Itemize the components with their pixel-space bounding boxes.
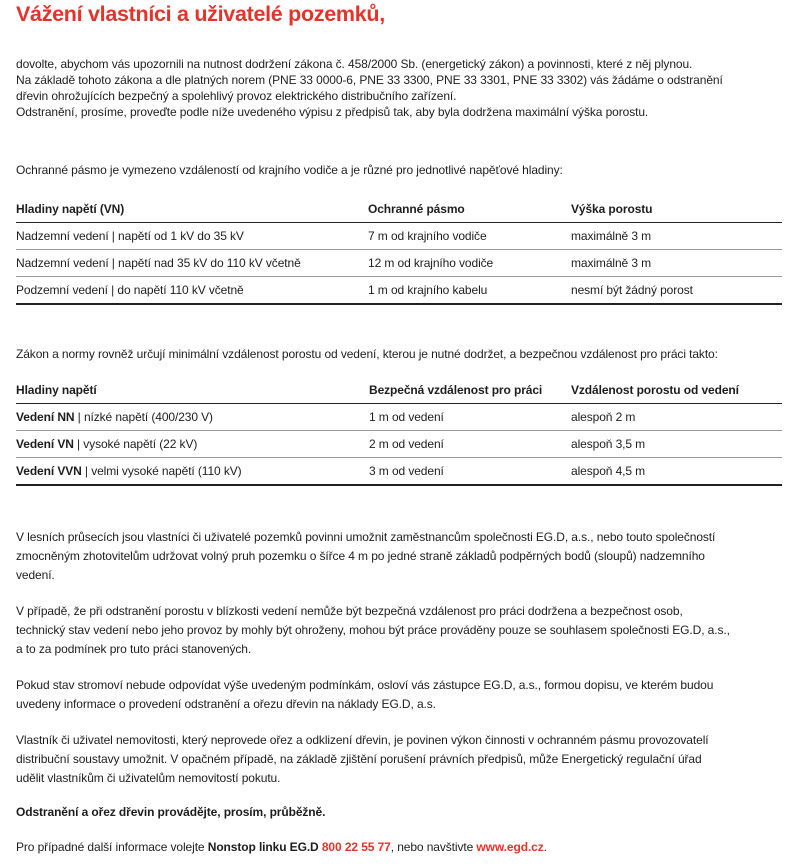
cell-height: maximálně 3 m: [571, 256, 652, 270]
table-row: [16, 250, 782, 277]
cell-zone: 7 m od krajního vodiče: [368, 229, 487, 243]
footer-prefix: Pro případné další informace volejte: [16, 840, 208, 854]
penalty-paragraph: [16, 731, 786, 788]
footer-suffix: .: [543, 840, 547, 854]
table2-lead: Zákon a normy rovněž určují minimální vzdálenost porostu od vedení, kterou je nutné dodržet, a bezpečnou vzdálenost pro práci takto:: [16, 347, 718, 361]
paragraph-line: a to za podmínek pro tuto práci stanovených.: [16, 642, 252, 656]
cell-growth-distance: alespoň 3,5 m: [571, 437, 646, 451]
cell-voltage: Nadzemní vedení | napětí nad 35 kV do 110 kV včetně: [16, 256, 301, 270]
paragraph-line: technický stav vedení nebo jeho provoz by mohly být ohroženy, mohou být práce prováděny pouze se souhlasem společnosti EG.D, a.s.,: [16, 623, 730, 637]
paragraph-line: zmocněným zhotovitelům udržovat volný pruh pozemku o šířce 4 m po jedné straně základů podpěrných bodů (sloupů) nadzemního: [16, 549, 705, 563]
paragraph-line: uvedeny informace o provedení odstranění a ořezu dřevin na náklady EG.D, a.s.: [16, 697, 436, 711]
line-type: Vedení VVN: [16, 464, 82, 478]
phone-link[interactable]: 800 22 55 77: [321, 840, 391, 854]
paragraph-line: vedení.: [16, 568, 55, 582]
line-voltage: | velmi vysoké napětí (110 kV): [81, 464, 242, 478]
cell-height: maximálně 3 m: [571, 229, 652, 243]
cell-safe-distance: 3 m od vedení: [369, 464, 444, 478]
table-header: [16, 196, 782, 223]
cell-safe-distance: 1 m od vedení: [369, 410, 444, 424]
closing-note: Odstranění a ořez dřevin provádějte, prosím, průběžně.: [16, 805, 326, 819]
paragraph-line: V případě, že při odstranění porostu v blízkosti vedení nemůže být bezpečná vzdálenost pro práci dodržena a bezpečnost osob,: [16, 604, 683, 618]
hotline-label: Nonstop linku EG.D: [207, 840, 319, 854]
cell-voltage: [16, 404, 213, 430]
intro-line: dřevin ohrožujících bezpečný a spolehlivý provoz elektrického distribučního zařízení.: [16, 89, 457, 103]
cell-height: nesmí být žádný porost: [571, 283, 693, 297]
contact-footer: [16, 838, 786, 857]
notice-paragraph: [16, 676, 786, 714]
table-header: [16, 377, 782, 404]
cell-growth-distance: alespoň 4,5 m: [571, 464, 646, 478]
paragraph-line: V lesních průsecích jsou vlastníci či uživatelé pozemků povinni umožnit zaměstnancům společnosti EG.D, a.s., nebo touto společností: [16, 530, 716, 544]
cell-growth-distance: alespoň 2 m: [571, 410, 636, 424]
page-title: Vážení vlastníci a uživatelé pozemků,: [16, 2, 385, 26]
paragraph-line: distribuční soustavy umožnit. V opačném případě, na základě zjištění porušení právních předpisů, může Energetický regulační úřad: [16, 752, 702, 766]
line-voltage: | nízké napětí (400/230 V): [74, 410, 213, 424]
safety-paragraph: [16, 602, 786, 659]
line-type: Vedení VN: [16, 437, 74, 451]
line-type: Vedení NN: [16, 410, 75, 424]
safe-distance-table: [16, 377, 782, 486]
cell-voltage: [16, 458, 242, 484]
table1-lead: Ochranné pásmo je vymezeno vzdáleností od krajního vodiče a je různé pro jednotlivé napěťové hladiny:: [16, 163, 563, 177]
table-row: [16, 458, 782, 486]
cell-safe-distance: 2 m od vedení: [369, 437, 444, 451]
website-link[interactable]: www.egd.cz: [476, 840, 544, 854]
header-height: Výška porostu: [571, 202, 653, 216]
header-growth-distance: Vzdálenost porostu od vedení: [571, 383, 739, 397]
header-safe-distance: Bezpečná vzdálenost pro práci: [369, 383, 543, 397]
cell-voltage: Nadzemní vedení | napětí od 1 kV do 35 kV: [16, 229, 244, 243]
table-row: [16, 431, 782, 458]
header-zone: Ochranné pásmo: [368, 202, 465, 216]
table-row: [16, 404, 782, 431]
paragraph-line: Vlastník či uživatel nemovitosti, který neprovede ořez a odklizení dřevin, je povinen výkon činnosti v ochranném pásmu provozovatelí: [16, 733, 709, 747]
line-voltage: | vysoké napětí (22 kV): [73, 437, 198, 451]
cell-voltage: [16, 431, 197, 457]
paragraph-line: udělit vlastníkům či uživatelům nemovitostí pokutu.: [16, 771, 281, 785]
footer-middle: , nebo navštivte: [390, 840, 477, 854]
header-voltage: Hladiny napětí: [16, 383, 97, 397]
paragraph-line: Pokud stav stromoví nebude odpovídat výše uvedeným podmínkám, osloví vás zástupce EG.D, a.s., formou dopisu, ve kterém budou: [16, 678, 714, 692]
protection-zone-table: [16, 196, 782, 305]
cell-zone: 1 m od krajního kabelu: [368, 283, 488, 297]
intro-line: Odstranění, prosíme, proveďte podle níže uvedeného výpisu z předpisů tak, aby byla dodržena maximální výška porostu.: [16, 105, 649, 119]
intro-line: dovolte, abychom vás upozornili na nutnost dodržení zákona č. 458/2000 Sb. (energetický zákon) a povinnosti, které z něj plynou.: [16, 57, 693, 71]
intro-line: Na základě tohoto zákona a dle platných norem (PNE 33 0000-6, PNE 33 3300, PNE 33 3301, PNE 33 3302) vás žádáme o odstranění: [16, 73, 723, 87]
table-row: [16, 223, 782, 250]
cell-voltage: Podzemní vedení | do napětí 110 kV včetně: [16, 283, 244, 297]
intro-paragraph: [16, 56, 786, 120]
forest-clearance-paragraph: [16, 528, 786, 585]
table-row: [16, 277, 782, 305]
cell-zone: 12 m od krajního vodiče: [368, 256, 494, 270]
header-voltage: Hladiny napětí (VN): [16, 202, 125, 216]
